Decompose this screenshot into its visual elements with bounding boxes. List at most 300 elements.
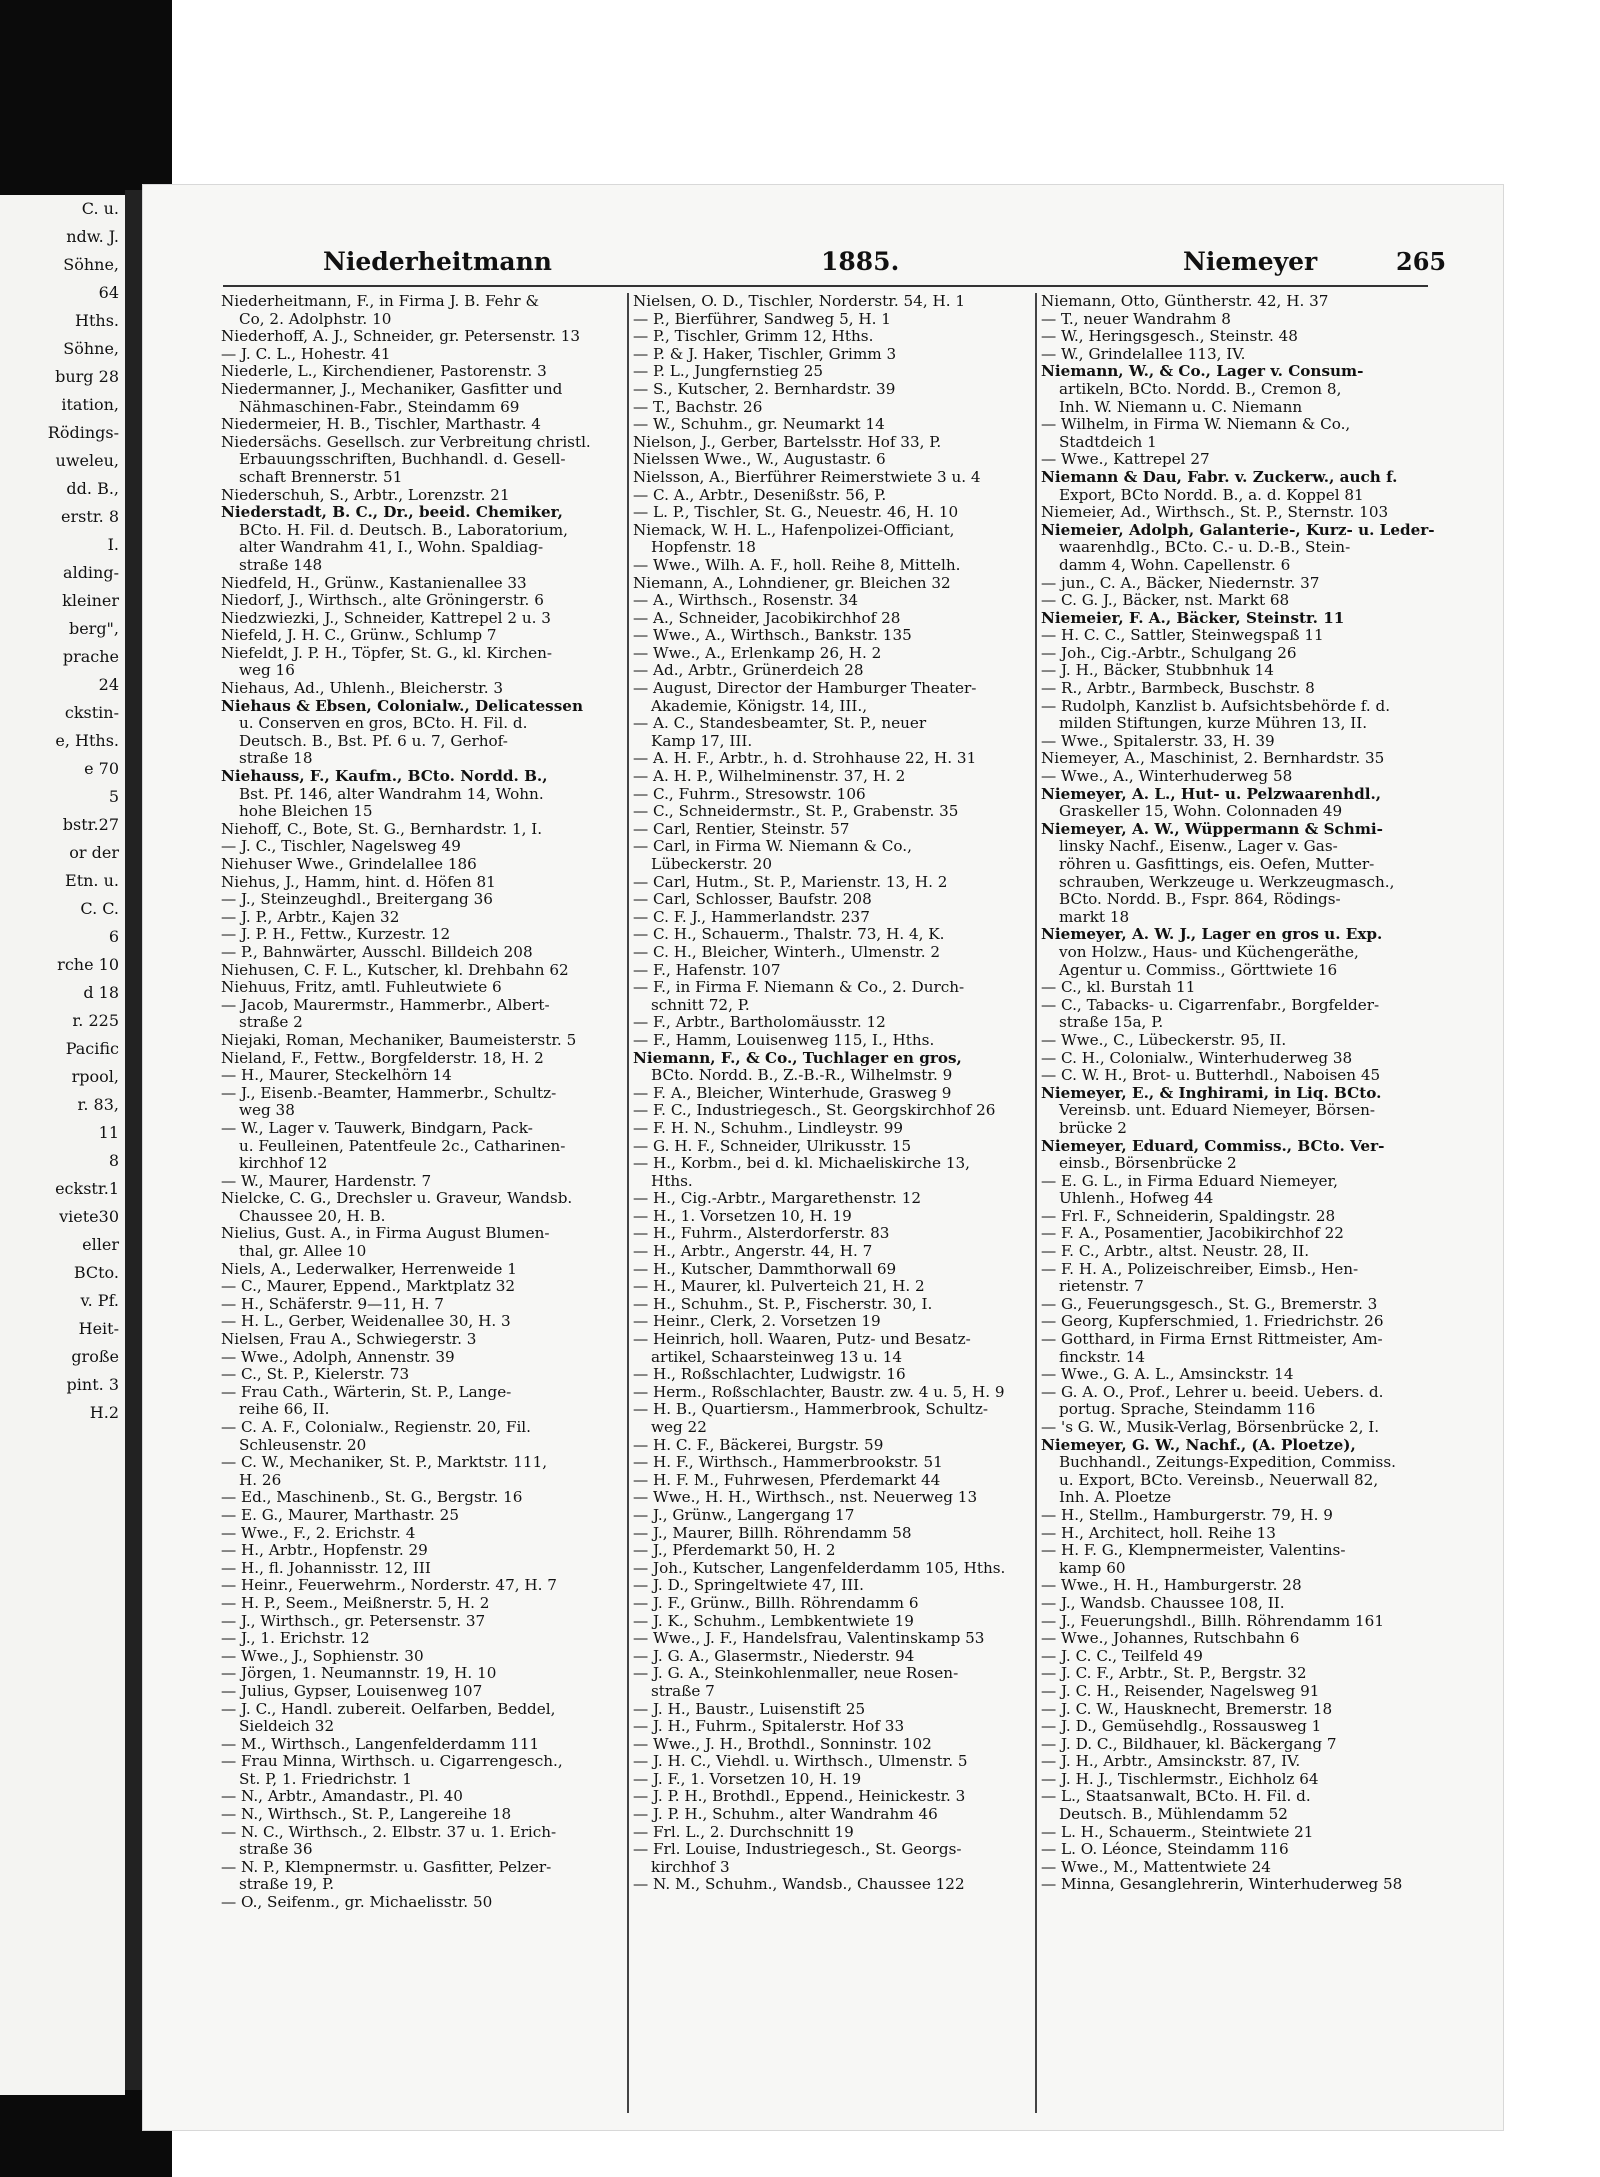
directory-entry: Niemeier, Ad., Wirthsch., St. P., Sternstr. 103: [1041, 504, 1389, 522]
directory-entry: — Heinr., Feuerwehrm., Norderstr. 47, H. 7: [221, 1577, 557, 1595]
directory-entry: — J., Grünw., Langergang 17: [633, 1506, 855, 1524]
directory-entry: — J. H. J., Tischlermstr., Eichholz 64: [1041, 1770, 1319, 1788]
directory-entry: — Wwe., H. H., Wirthsch., nst. Neuerweg 13: [633, 1489, 978, 1507]
previous-page-fragment: r. 83,: [77, 1095, 119, 1114]
directory-entry: Niemeier, Adolph, Galanterie-, Kurz- u. Leder-: [1041, 521, 1435, 539]
directory-entry: — Minna, Gesanglehrerin, Winterhuderweg 58: [1041, 1876, 1403, 1894]
directory-entry: — jun., C. A., Bäcker, Niedernstr. 37: [1041, 574, 1320, 592]
directory-entry-continuation: rietenstr. 7: [1059, 1278, 1144, 1296]
directory-entry: — H., Schäferstr. 9—11, H. 7: [221, 1295, 444, 1313]
directory-entry-continuation: alter Wandrahm 41, I., Wohn. Spaldiag-: [239, 539, 544, 557]
directory-entry: — C., Fuhrm., Stresowstr. 106: [633, 785, 866, 803]
directory-entry: Niehauss, F., Kaufm., BCto. Nordd. B.,: [221, 768, 548, 786]
directory-entry: — Wwe., J. H., Brothdl., Sonninstr. 102: [633, 1735, 932, 1753]
directory-entry-continuation: straße 36: [239, 1841, 313, 1859]
directory-entry-continuation: H. 26: [239, 1471, 282, 1489]
directory-entry: Nielsen, O. D., Tischler, Norderstr. 54, H. 1: [633, 293, 966, 310]
directory-entry: — Rudolph, Kanzlist b. Aufsichtsbehörde f. d.: [1041, 697, 1391, 715]
directory-entry: — Julius, Gypser, Louisenweg 107: [221, 1682, 483, 1700]
directory-entry: — J. K., Schuhm., Lembkentwiete 19: [633, 1612, 914, 1630]
directory-entry-continuation: Erbauungsschriften, Buchhandl. d. Gesell-: [239, 451, 566, 469]
directory-entry: — O., Seifenm., gr. Michaelisstr. 50: [221, 1894, 493, 1912]
directory-entry-continuation: weg 38: [239, 1102, 295, 1120]
directory-entry: — C., Maurer, Eppend., Marktplatz 32: [221, 1278, 516, 1296]
directory-entry: — Carl, Rentier, Steinstr. 57: [633, 820, 850, 838]
previous-page-fragment: große: [71, 1347, 119, 1366]
directory-entry: Niedorf, J., Wirthsch., alte Gröningerstr. 6: [221, 592, 544, 610]
directory-entry: — R., Arbtr., Barmbeck, Buschstr. 8: [1041, 680, 1315, 698]
directory-entry: — Wwe., H. H., Hamburgerstr. 28: [1041, 1577, 1302, 1595]
directory-entry: — J. D., Gemüsehdlg., Rossausweg 1: [1041, 1718, 1322, 1736]
previous-page-fragment: C. C.: [80, 899, 119, 918]
directory-entry: — Carl, Hutm., St. P., Marienstr. 13, H. 2: [633, 873, 948, 891]
directory-entry: Niedermanner, J., Mechaniker, Gasfitter und: [221, 380, 563, 398]
directory-entry-continuation: straße 148: [239, 556, 323, 574]
directory-entry: — A. C., Standesbeamter, St. P., neuer: [633, 715, 927, 733]
previous-page-fragment: viete30: [59, 1207, 119, 1226]
directory-entry: — F. A., Posamentier, Jacobikirchhof 22: [1041, 1225, 1344, 1243]
directory-entry: — C. W., Mechaniker, St. P., Marktstr. 111,: [221, 1454, 548, 1472]
previous-page-fragment: Rödings-: [47, 423, 119, 442]
directory-entry: Niemeyer, Eduard, Commiss., BCto. Ver-: [1041, 1137, 1385, 1155]
directory-entry: Niehuus, Fritz, amtl. Fuhleutwiete 6: [221, 979, 502, 997]
directory-entry: Niemeyer, G. W., Nachf., (A. Ploetze),: [1041, 1436, 1356, 1454]
directory-entry: — F. H. A., Polizeischreiber, Eimsb., Hen-: [1041, 1260, 1359, 1278]
directory-entry: — C., Tabacks- u. Cigarrenfabr., Borgfelder-: [1041, 996, 1380, 1014]
previous-page-fragment: eller: [82, 1235, 119, 1254]
directory-entry: — Wwe., A., Erlenkamp 26, H. 2: [633, 644, 882, 662]
directory-entry-continuation: straße 19, P.: [239, 1876, 335, 1894]
previous-page-fragment: eckstr.1: [55, 1179, 119, 1198]
directory-entry: — J. H., Arbtr., Amsinckstr. 87, IV.: [1041, 1753, 1301, 1771]
directory-entry-continuation: markt 18: [1059, 908, 1130, 926]
directory-entry: — J. C. H., Reisender, Nagelsweg 91: [1041, 1682, 1320, 1700]
directory-entry: — C. H., Bleicher, Winterh., Ulmenstr. 2: [633, 943, 941, 961]
directory-entry: — H., fl. Johannisstr. 12, III: [221, 1559, 431, 1577]
directory-entry-continuation: Co, 2. Adolphstr. 10: [239, 310, 392, 328]
directory-entry: — Wwe., Johannes, Rutschbahn 6: [1041, 1630, 1300, 1648]
directory-entry-continuation: Inh. A. Ploetze: [1059, 1489, 1172, 1507]
directory-entry: — F., Hafenstr. 107: [633, 961, 781, 979]
directory-entry: — H., Kutscher, Dammthorwall 69: [633, 1260, 897, 1278]
directory-entry: Niederschuh, S., Arbtr., Lorenzstr. 21: [221, 486, 510, 504]
directory-entry: — H. C. F., Bäckerei, Burgstr. 59: [633, 1436, 884, 1454]
directory-entry: — J. P. H., Brothdl., Eppend., Heinickestr. 3: [633, 1788, 966, 1806]
previous-page-fragment: prache: [62, 647, 119, 666]
directory-entry-continuation: kirchhof 3: [651, 1858, 730, 1876]
directory-entry: Niedermeier, H. B., Tischler, Marthastr. 4: [221, 416, 541, 434]
previous-page-fragment: e 70: [84, 759, 119, 778]
previous-page-fragment: itation,: [61, 395, 119, 414]
directory-entry: — H., Maurer, Steckelhörn 14: [221, 1067, 452, 1085]
directory-entry: — J. C., Handl. zubereit. Oelfarben, Beddel,: [221, 1700, 556, 1718]
directory-entry: — H. P., Seem., Meißnerstr. 5, H. 2: [221, 1594, 490, 1612]
previous-page-fragment: pint. 3: [66, 1375, 119, 1394]
previous-page-fragment: Etn. u.: [65, 871, 119, 890]
directory-entry: — Wwe., J. F., Handelsfrau, Valentinskamp 53: [633, 1630, 985, 1648]
directory-entry: — N. C., Wirthsch., 2. Elbstr. 37 u. 1. Erich-: [221, 1823, 557, 1841]
previous-page-fragment: H.2: [89, 1403, 119, 1422]
directory-entry: — L. P., Tischler, St. G., Neuestr. 46, H. 10: [633, 504, 959, 522]
directory-entry: Niemann, Otto, Güntherstr. 42, H. 37: [1041, 293, 1329, 310]
directory-entry-continuation: Bst. Pf. 146, alter Wandrahm 14, Wohn.: [239, 785, 544, 803]
directory-entry: — C. G. J., Bäcker, nst. Markt 68: [1041, 592, 1290, 610]
directory-entry: Nielssen Wwe., W., Augustastr. 6: [633, 451, 886, 469]
page-number: 265: [1396, 247, 1447, 276]
directory-entry: Niejaki, Roman, Mechaniker, Baumeisterstr. 5: [221, 1031, 577, 1049]
directory-entry-continuation: Export, BCto Nordd. B., a. d. Koppel 81: [1059, 486, 1364, 504]
directory-entry: — H., Korbm., bei d. kl. Michaeliskirche 13,: [633, 1155, 971, 1173]
directory-entry: Niehusen, C. F. L., Kutscher, kl. Drehbahn 62: [221, 961, 569, 979]
directory-entry: — Frau Minna, Wirthsch. u. Cigarrengesch.,: [221, 1753, 563, 1771]
directory-entry: — F., Hamm, Louisenweg 115, I., Hths.: [633, 1031, 935, 1049]
directory-entry: Niels, A., Lederwalker, Herrenweide 1: [221, 1260, 517, 1278]
directory-entry-continuation: u. Feulleinen, Patentfeule 2c., Catharinen-: [239, 1137, 566, 1155]
directory-entry-continuation: BCto. Nordd. B., Z.-B.-R., Wilhelmstr. 9: [651, 1067, 953, 1085]
directory-entry: Nielius, Gust. A., in Firma August Blumen-: [221, 1225, 550, 1243]
directory-entry: — H. L., Gerber, Weidenallee 30, H. 3: [221, 1313, 511, 1331]
directory-entry: — A., Wirthsch., Rosenstr. 34: [633, 592, 858, 610]
directory-entry: Niemeier, F. A., Bäcker, Steinstr. 11: [1041, 609, 1345, 627]
directory-entry-continuation: weg 16: [239, 662, 295, 680]
previous-page-fragment: dd. B.,: [66, 479, 119, 498]
previous-page-fragment: uweleu,: [55, 451, 119, 470]
directory-entry: Niefeld, J. H. C., Grünw., Schlump 7: [221, 627, 497, 645]
directory-entry: Niemeyer, A. W., Wüppermann & Schmi-: [1041, 820, 1383, 838]
directory-entry-continuation: milden Stiftungen, kurze Mühren 13, II.: [1059, 715, 1368, 733]
directory-entry: — Georg, Kupferschmied, 1. Friedrichstr. 26: [1041, 1313, 1384, 1331]
directory-entry: — P. & J. Haker, Tischler, Grimm 3: [633, 345, 897, 363]
previous-page-fragment: erstr. 8: [61, 507, 119, 526]
previous-page-fragment: berg",: [68, 619, 119, 638]
header-first-entry: Niederheitmann: [323, 247, 552, 276]
directory-entry: — Ed., Maschinenb., St. G., Bergstr. 16: [221, 1489, 523, 1507]
directory-entry: — L. O. Léonce, Steindamm 116: [1041, 1841, 1289, 1859]
directory-entry: — W., Heringsgesch., Steinstr. 48: [1041, 328, 1298, 346]
directory-entry-continuation: BCto. Nordd. B., Fspr. 864, Rödings-: [1059, 891, 1341, 909]
directory-entry: — H. B., Quartiersm., Hammerbrook, Schultz-: [633, 1401, 989, 1419]
directory-entry: — Heinrich, holl. Waaren, Putz- und Besatz-: [633, 1331, 971, 1349]
directory-entry: — J. F., Grünw., Billh. Röhrendamm 6: [633, 1594, 919, 1612]
directory-entry: — N. P., Klempnermstr. u. Gasfitter, Pelzer-: [221, 1858, 552, 1876]
previous-page-fragment: 24: [98, 675, 119, 694]
directory-entry: — N., Wirthsch., St. P., Langereihe 18: [221, 1806, 512, 1824]
directory-entry: — Wwe., Wilh. A. F., holl. Reihe 8, Mittelh.: [633, 556, 961, 574]
directory-entry-continuation: thal, gr. Allee 10: [239, 1243, 367, 1261]
previous-page-fragment: 11: [98, 1123, 119, 1142]
previous-page-fragment: burg 28: [55, 367, 119, 386]
directory-entry: — L. H., Schauerm., Steintwiete 21: [1041, 1823, 1314, 1841]
directory-entry: — N., Arbtr., Amandastr., Pl. 40: [221, 1788, 463, 1806]
directory-entry: — Frau Cath., Wärterin, St. P., Lange-: [221, 1383, 512, 1401]
directory-entry: — Wwe., F., 2. Erichstr. 4: [221, 1524, 416, 1542]
directory-entry-continuation: straße 2: [239, 1014, 303, 1032]
directory-entry: Niemann & Dau, Fabr. v. Zuckerw., auch f.: [1041, 468, 1398, 486]
directory-entry: — H., Fuhrm., Alsterdorferstr. 83: [633, 1225, 890, 1243]
directory-entry: Niemeyer, A., Maschinist, 2. Bernhardstr. 35: [1041, 750, 1385, 768]
directory-entry: — J., Feuerungshdl., Billh. Röhrendamm 161: [1041, 1612, 1385, 1630]
directory-entry: — Carl, in Firma W. Niemann & Co.,: [633, 838, 912, 856]
directory-entry: — Wwe., Spitalerstr. 33, H. 39: [1041, 732, 1275, 750]
directory-entry: — H. F., Wirthsch., Hammerbrookstr. 51: [633, 1454, 943, 1472]
directory-entry-continuation: straße 18: [239, 750, 313, 768]
directory-entry: — F., in Firma F. Niemann & Co., 2. Durch-: [633, 979, 965, 997]
previous-page-fragment: ckstin-: [64, 703, 119, 722]
directory-entry: — Jörgen, 1. Neumannstr. 19, H. 10: [221, 1665, 497, 1683]
directory-entry: Niemeyer, A. W. J., Lager en gros u. Exp.: [1041, 926, 1383, 944]
previous-page-fragment: Heit-: [78, 1319, 119, 1338]
directory-entry: — C., kl. Burstah 11: [1041, 979, 1196, 997]
directory-entry: — H., 1. Vorsetzen 10, H. 19: [633, 1207, 852, 1225]
directory-entry: — J. G. A., Steinkohlenmaller, neue Rosen-: [633, 1665, 959, 1683]
directory-entry: — J. H., Baustr., Luisenstift 25: [633, 1700, 866, 1718]
directory-entry: — J. H. C., Viehdl. u. Wirthsch., Ulmenstr. 5: [633, 1753, 968, 1771]
directory-entry: — E. G. L., in Firma Eduard Niemeyer,: [1041, 1172, 1338, 1190]
directory-entry: — P. L., Jungfernstieg 25: [633, 363, 824, 381]
directory-entry-continuation: u. Conserven en gros, BCto. H. Fil. d.: [239, 715, 528, 733]
previous-page-fragment: rpool,: [71, 1067, 119, 1086]
directory-entry: — H., Arbtr., Hopfenstr. 29: [221, 1542, 428, 1560]
directory-entry: — J. C. F., Arbtr., St. P., Bergstr. 32: [1041, 1665, 1307, 1683]
directory-entry-continuation: Uhlenh., Hofweg 44: [1059, 1190, 1214, 1208]
directory-entry: — C., Schneidermstr., St. P., Grabenstr. 35: [633, 803, 959, 821]
directory-entry: Niehaus, Ad., Uhlenh., Bleicherstr. 3: [221, 680, 504, 698]
previous-page-fragment: BCto.: [73, 1263, 119, 1282]
header-rule: [223, 285, 1428, 287]
directory-entry: — J. C. L., Hohestr. 41: [221, 345, 391, 363]
directory-entry: Niemann, A., Lohndiener, gr. Bleichen 32: [633, 574, 951, 592]
previous-page-fragment: kleiner: [62, 591, 119, 610]
directory-entry: — A., Schneider, Jacobikirchhof 28: [633, 609, 901, 627]
directory-entry-continuation: BCto. H. Fil. d. Deutsch. B., Laboratorium,: [239, 521, 569, 539]
previous-page-fragment: Söhne,: [63, 255, 119, 274]
directory-entry: — W., Grindelallee 113, IV.: [1041, 345, 1246, 363]
directory-entry: — H., Cig.-Arbtr., Margarethenstr. 12: [633, 1190, 922, 1208]
directory-entry: — J., Wandsb. Chaussee 108, II.: [1041, 1594, 1285, 1612]
directory-entry: Niederheitmann, F., in Firma J. B. Fehr &: [221, 293, 540, 310]
directory-entry: — J., Eisenb.-Beamter, Hammerbr., Schultz-: [221, 1084, 557, 1102]
directory-entry: — Wwe., C., Lübeckerstr. 95, II.: [1041, 1031, 1287, 1049]
book-spine: [125, 190, 143, 2090]
directory-entry: — P., Bierführer, Sandweg 5, H. 1: [633, 310, 891, 328]
directory-entry-continuation: Nähmaschinen-Fabr., Steindamm 69: [239, 398, 520, 416]
directory-entry: — 's G. W., Musik-Verlag, Börsenbrücke 2, I.: [1041, 1419, 1380, 1436]
directory-entry: — C. A., Arbtr., Desenißstr. 56, P.: [633, 486, 887, 504]
header-last-entry: Niemeyer: [1183, 247, 1318, 276]
directory-entry-continuation: waarenhdlg., BCto. C.- u. D.-B., Stein-: [1059, 539, 1351, 557]
directory-entry-continuation: kirchhof 12: [239, 1155, 328, 1173]
directory-entry: Niehaus & Ebsen, Colonialw., Delicatessen: [221, 697, 583, 715]
directory-column-3: [1041, 293, 1441, 2123]
directory-entry: — Frl. F., Schneiderin, Spaldingstr. 28: [1041, 1207, 1336, 1225]
directory-entry: Nielcke, C. G., Drechsler u. Graveur, Wandsb.: [221, 1190, 573, 1208]
previous-page-fragment: Söhne,: [63, 339, 119, 358]
directory-entry: — J. G. A., Glasermstr., Niederstr. 94: [633, 1647, 915, 1665]
directory-entry: — Wwe., G. A. L., Amsinckstr. 14: [1041, 1366, 1294, 1384]
directory-entry: — J. D., Springeltwiete 47, III.: [633, 1577, 864, 1595]
directory-entry-continuation: Buchhandl., Zeitungs-Expedition, Commiss.: [1059, 1454, 1396, 1472]
directory-page: [143, 185, 1503, 2130]
directory-entry: Nielson, J., Gerber, Bartelsstr. Hof 33, P.: [633, 433, 942, 451]
directory-entry: — Ad., Arbtr., Grünerdeich 28: [633, 662, 864, 680]
previous-page-fragment: C. u.: [81, 199, 119, 218]
directory-entry: — M., Wirthsch., Langenfelderdamm 111: [221, 1735, 540, 1753]
previous-page-fragment: r. 225: [72, 1011, 119, 1030]
directory-entry: — Wwe., A., Winterhuderweg 58: [1041, 768, 1293, 786]
previous-page-fragment: or der: [69, 843, 119, 862]
directory-entry-continuation: von Holzw., Haus- und Küchengeräthe,: [1059, 943, 1359, 961]
directory-entry-continuation: Deutsch. B., Bst. Pf. 6 u. 7, Gerhof-: [239, 732, 508, 750]
directory-entry: Niefeldt, J. P. H., Töpfer, St. G., kl. Kirchen-: [221, 644, 553, 662]
directory-entry: Niedersächs. Gesellsch. zur Verbreitung christl.: [221, 433, 591, 451]
directory-entry-continuation: Kamp 17, III.: [651, 732, 753, 750]
directory-entry: — J., Maurer, Billh. Röhrendamm 58: [633, 1524, 912, 1542]
directory-entry-continuation: hohe Bleichen 15: [239, 803, 373, 821]
directory-entry-continuation: artikel, Schaarsteinweg 13 u. 14: [651, 1348, 903, 1366]
directory-entry: — H. C. C., Sattler, Steinwegspaß 11: [1041, 627, 1324, 645]
previous-page-fragment: e, Hths.: [55, 731, 119, 750]
directory-entry: — J. P. H., Schuhm., alter Wandrahm 46: [633, 1806, 938, 1824]
directory-entry: — H., Roßschlachter, Ludwigstr. 16: [633, 1366, 906, 1384]
directory-column-2: [633, 293, 1029, 2123]
previous-page-fragment: 6: [108, 927, 119, 946]
directory-entry: — Jacob, Maurermstr., Hammerbr., Albert-: [221, 996, 550, 1014]
directory-entry: — J., Wirthsch., gr. Petersenstr. 37: [221, 1612, 486, 1630]
directory-entry: Niederhoff, A. J., Schneider, gr. Petersenstr. 13: [221, 328, 581, 346]
directory-entry: — C. W. H., Brot- u. Butterhdl., Naboisen 45: [1041, 1067, 1381, 1085]
directory-entry-continuation: Graskeller 15, Wohn. Colonnaden 49: [1059, 803, 1343, 821]
previous-page-fragment: 8: [108, 1151, 119, 1170]
directory-entry: — P., Tischler, Grimm 12, Hths.: [633, 328, 874, 346]
directory-entry: — J. C., Tischler, Nagelsweg 49: [221, 838, 461, 856]
directory-entry: — E. G., Maurer, Marthastr. 25: [221, 1506, 459, 1524]
directory-entry: Niemeyer, E., & Inghirami, in Liq. BCto.: [1041, 1084, 1382, 1102]
directory-entry: — W., Maurer, Hardenstr. 7: [221, 1172, 432, 1190]
previous-page-fragment: Hths.: [75, 311, 119, 330]
directory-entry-continuation: röhren u. Gasfittings, eis. Oefen, Mutter-: [1059, 856, 1375, 873]
directory-entry-continuation: damm 4, Wohn. Capellenstr. 6: [1059, 556, 1291, 574]
directory-entry: — Carl, Schlosser, Baufstr. 208: [633, 891, 872, 909]
directory-entry: — J. P., Arbtr., Kajen 32: [221, 908, 400, 926]
previous-page-edge: [0, 195, 125, 2095]
directory-entry-continuation: schnitt 72, P.: [651, 996, 750, 1014]
directory-entry-continuation: Hopfenstr. 18: [651, 539, 756, 557]
directory-entry-continuation: Lübeckerstr. 20: [651, 856, 773, 873]
directory-entry: — Heinr., Clerk, 2. Vorsetzen 19: [633, 1313, 881, 1331]
directory-entry: — F. C., Arbtr., altst. Neustr. 28, II.: [1041, 1243, 1310, 1261]
directory-entry-continuation: schaft Brennerstr. 51: [239, 468, 403, 486]
directory-entry-continuation: Agentur u. Commiss., Görttwiete 16: [1059, 961, 1338, 979]
directory-entry: — F. H. N., Schuhm., Lindleystr. 99: [633, 1119, 904, 1137]
column-divider-2: [1035, 293, 1037, 2113]
previous-page-fragment: bstr.27: [62, 815, 119, 834]
directory-entry: — Herm., Roßschlachter, Baustr. zw. 4 u. 5, H. 9: [633, 1383, 1005, 1401]
directory-entry: — Wwe., J., Sophienstr. 30: [221, 1647, 424, 1665]
directory-entry-continuation: einsb., Börsenbrücke 2: [1059, 1155, 1237, 1173]
directory-entry: — Gotthard, in Firma Ernst Rittmeister, Am-: [1041, 1331, 1383, 1349]
directory-entry-continuation: artikeln, BCto. Nordd. B., Cremon 8,: [1059, 380, 1342, 398]
previous-page-fragment: d 18: [83, 983, 119, 1002]
header-year: 1885.: [821, 247, 900, 276]
directory-entry: — P., Bahnwärter, Ausschl. Billdeich 208: [221, 943, 533, 961]
directory-entry: — Wwe., A., Wirthsch., Bankstr. 135: [633, 627, 912, 645]
directory-entry: Niemack, W. H. L., Hafenpolizei-Officiant,: [633, 521, 955, 539]
directory-entry: — Wilhelm, in Firma W. Niemann & Co.,: [1041, 416, 1351, 434]
directory-entry-continuation: finckstr. 14: [1059, 1348, 1146, 1366]
directory-entry: — Wwe., Kattrepel 27: [1041, 451, 1210, 469]
previous-page-fragment: 5: [108, 787, 119, 806]
directory-entry-continuation: Sieldeich 32: [239, 1718, 335, 1736]
directory-entry: — C., St. P., Kielerstr. 73: [221, 1366, 410, 1384]
directory-entry-continuation: straße 15a, P.: [1059, 1014, 1164, 1032]
directory-entry-continuation: St. P, 1. Friedrichstr. 1: [239, 1770, 412, 1788]
directory-entry-continuation: straße 7: [651, 1682, 715, 1700]
directory-entry: Niemeyer, A. L., Hut- u. Pelzwaarenhdl.,: [1041, 785, 1382, 803]
directory-entry: Niedzwiezki, J., Schneider, Kattrepel 2 u. 3: [221, 609, 551, 627]
directory-entry: Niedfeld, H., Grünw., Kastanienallee 33: [221, 574, 527, 592]
directory-entry: Niederle, L., Kirchendiener, Pastorenstr. 3: [221, 363, 547, 381]
directory-entry-continuation: Stadtdeich 1: [1059, 433, 1157, 451]
directory-entry-continuation: portug. Sprache, Steindamm 116: [1059, 1401, 1316, 1419]
directory-entry: — J. C. W., Hausknecht, Bremerstr. 18: [1041, 1700, 1333, 1718]
directory-entry: — August, Director der Hamburger Theater-: [633, 680, 977, 698]
directory-entry: — F. A., Bleicher, Winterhude, Grasweg 9: [633, 1084, 952, 1102]
previous-page-fragment: I.: [107, 535, 119, 554]
directory-entry: — S., Kutscher, 2. Bernhardstr. 39: [633, 380, 896, 398]
directory-entry: — N. M., Schuhm., Wandsb., Chaussee 122: [633, 1876, 965, 1894]
directory-entry-continuation: kamp 60: [1059, 1559, 1126, 1577]
directory-entry: — J., Steinzeughdl., Breitergang 36: [221, 891, 493, 909]
previous-page-fragment: rche 10: [57, 955, 119, 974]
directory-entry: — J., Pferdemarkt 50, H. 2: [633, 1542, 836, 1560]
directory-entry: — J. H., Bäcker, Stubbnhuk 14: [1041, 662, 1274, 680]
directory-entry: — J. C. C., Teilfeld 49: [1041, 1647, 1203, 1665]
previous-page-fragment: ndw. J.: [66, 227, 119, 246]
directory-entry-continuation: u. Export, BCto. Vereinsb., Neuerwall 82,: [1059, 1471, 1379, 1489]
directory-entry: Nielsson, A., Bierführer Reimerstwiete 3 u. 4: [633, 468, 981, 486]
directory-entry: — H., Maurer, kl. Pulverteich 21, H. 2: [633, 1278, 925, 1296]
directory-entry-continuation: weg 22: [651, 1419, 707, 1436]
previous-page-fragment: Pacific: [65, 1039, 119, 1058]
directory-entry: — Frl. L., 2. Durchschnitt 19: [633, 1823, 854, 1841]
directory-entry-continuation: brücke 2: [1059, 1119, 1127, 1137]
directory-entry: — Joh., Cig.-Arbtr., Schulgang 26: [1041, 644, 1297, 662]
directory-entry: Niemann, W., & Co., Lager v. Consum-: [1041, 363, 1364, 381]
directory-entry-continuation: schrauben, Werkzeuge u. Werkzeugmasch.,: [1059, 873, 1395, 891]
directory-entry: Niehuser Wwe., Grindelallee 186: [221, 856, 477, 873]
directory-entry: — W., Lager v. Tauwerk, Bindgarn, Pack-: [221, 1119, 533, 1137]
directory-entry: — H. F. M., Fuhrwesen, Pferdemarkt 44: [633, 1471, 941, 1489]
directory-entry: — C. H., Schauerm., Thalstr. 73, H. 4, K.: [633, 926, 945, 944]
directory-entry: — J., 1. Erichstr. 12: [221, 1630, 370, 1648]
directory-entry: — Wwe., M., Mattentwiete 24: [1041, 1858, 1271, 1876]
directory-entry: — J. D. C., Bildhauer, kl. Bäckergang 7: [1041, 1735, 1337, 1753]
directory-column-1: [221, 293, 621, 2123]
directory-entry-continuation: Schleusenstr. 20: [239, 1436, 367, 1454]
directory-entry: — F. C., Industriegesch., St. Georgskirchhof 26: [633, 1102, 996, 1120]
directory-entry: — C. H., Colonialw., Winterhuderweg 38: [1041, 1049, 1353, 1067]
directory-entry: Niehus, J., Hamm, hint. d. Höfen 81: [221, 873, 496, 891]
directory-entry: — F., Arbtr., Bartholomäusstr. 12: [633, 1014, 886, 1032]
directory-entry-continuation: Hths.: [651, 1172, 693, 1190]
directory-entry: — L., Staatsanwalt, BCto. H. Fil. d.: [1041, 1788, 1311, 1806]
directory-entry: — Joh., Kutscher, Langenfelderdamm 105, Hths.: [633, 1559, 1006, 1577]
directory-entry: — H., Architect, holl. Reihe 13: [1041, 1524, 1276, 1542]
directory-entry: Nielsen, Frau A., Schwiegerstr. 3: [221, 1331, 477, 1349]
directory-entry: Niehoff, C., Bote, St. G., Bernhardstr. 1, I.: [221, 820, 543, 838]
directory-entry: — J. F., 1. Vorsetzen 10, H. 19: [633, 1770, 862, 1788]
directory-entry-continuation: Vereinsb. unt. Eduard Niemeyer, Börsen-: [1059, 1102, 1375, 1120]
